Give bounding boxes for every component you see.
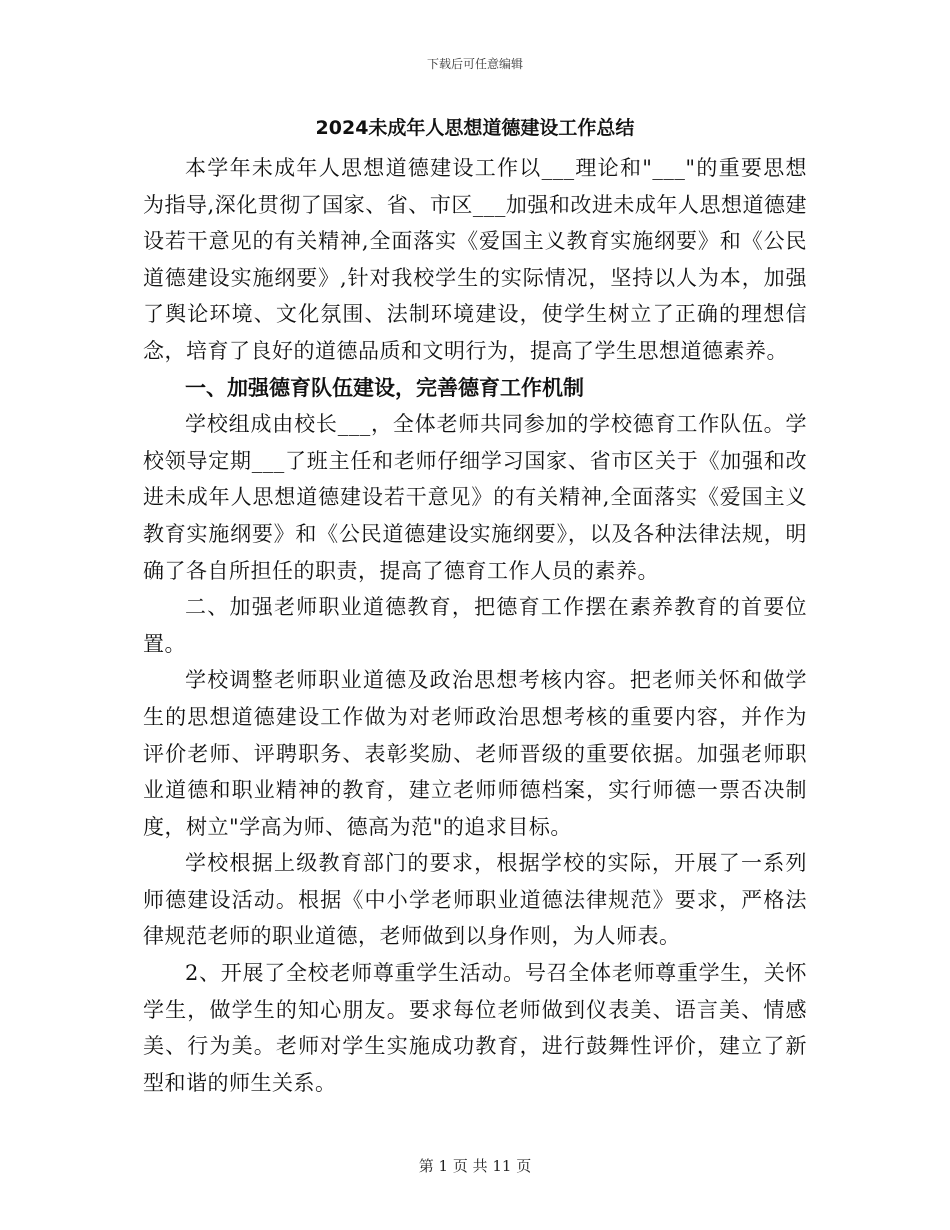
paragraph-assessment: 学校调整老师职业道德及政治思想考核内容。把老师关怀和做学生的思想道德建设工作做为对老师政治思想考核的重要内容，并作为评价老师、评聘职务、表彰奖励、老师晋级的重要依据。加强老师职业道德和职业精神的教育，建立老师师德档案，实行师德一票否决制度，树立"学高为师、德高为范"的追求目标。: [143, 668, 807, 839]
paragraph-intro: 本学年未成年人思想道德建设工作以___理论和"___"的重要思想为指导,深化贯彻了国家、省、市区___加强和改进未成年人思想道德建设若干意见的有关精神,全面落实《爱国主义教育实施纲要》和《公民道德建设实施纲要》,针对我校学生的实际情况，坚持以人为本，加强了舆论环境、文化氛围、法制环境建设，使学生树立了正确的理想信念，培育了良好的道德品质和文明行为，提高了学生思想道德素养。: [143, 156, 807, 363]
section-heading-2: 二、加强老师职业道德教育，把德育工作摆在素养教育的首要位置。: [143, 595, 807, 656]
page-number: 第 1 页 共 11 页: [418, 1157, 532, 1175]
paragraph-team: 学校组成由校长___，全体老师共同参加的学校德育工作队伍。学校领导定期___了班主任和老师仔细学习国家、省市区关于《加强和改进未成年人思想道德建设若干意见》的有关精神,全面落实《爱国主义教育实施纲要》和《公民道德建设实施纲要》，以及各种法律法规，明确了各自所担任的职责，提高了德育工作人员的素养。: [143, 412, 807, 583]
paragraph-respect: 2、开展了全校老师尊重学生活动。号召全体老师尊重学生，关怀学生，做学生的知心朋友。要求每位老师做到仪表美、语言美、情感美、行为美。老师对学生实施成功教育，进行鼓舞性评价，建立了新型和谐的师生关系。: [143, 961, 807, 1095]
document-body: [143, 150, 807, 1101]
header-note: 下载后可任意编辑: [426, 57, 523, 71]
section-heading-1: 一、加强德育队伍建设，完善德育工作机制: [185, 375, 584, 400]
paragraph-activities: 学校根据上级教育部门的要求，根据学校的实际，开展了一系列师德建设活动。根据《中小学老师职业道德法律规范》要求，严格法律规范老师的职业道德，老师做到以身作则，为人师表。: [143, 851, 807, 949]
document-title: 2024未成年人思想道德建设工作总结: [315, 117, 635, 139]
